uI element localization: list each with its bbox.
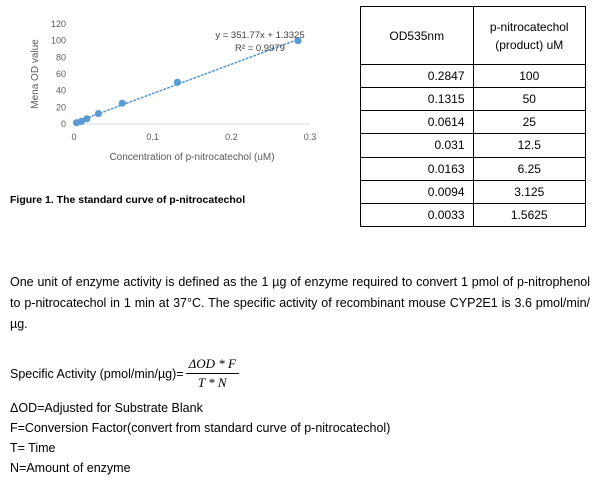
y-tick-label: 0 bbox=[60, 119, 66, 129]
product-cell: 3.125 bbox=[473, 180, 586, 203]
table-row bbox=[361, 134, 586, 157]
data-point bbox=[174, 79, 181, 86]
x-tick-label: 0.1 bbox=[146, 132, 159, 142]
table-row bbox=[361, 203, 586, 226]
y-tick-label: 100 bbox=[50, 35, 66, 46]
activity-definition-paragraph: One unit of enzyme activity is defined as the 1 µg of enzyme required to convert 1 pmol of p-nitrophenol to p-nitrocatechol in 1 min at 37°C. The specific activity of recombinant mouse CYP2E1 is 3.6 pmol/min/µg. bbox=[10, 275, 590, 331]
specific-activity-formula bbox=[10, 356, 239, 391]
product-cell: 1.5625 bbox=[473, 203, 586, 226]
od-cell: 0.0614 bbox=[361, 111, 474, 134]
definition-t: T= Time bbox=[10, 441, 56, 455]
x-tick-label: 0 bbox=[71, 132, 77, 142]
x-axis-label: Concentration of p-nitrocatechol (uM) bbox=[109, 152, 275, 163]
x-tick-label: 0.3 bbox=[303, 132, 317, 142]
figure-caption: Figure 1. The standard curve of p-nitrocatechol bbox=[10, 194, 246, 206]
table-row bbox=[361, 180, 586, 203]
standard-curve-chart bbox=[22, 10, 340, 180]
od-cell: 0.0163 bbox=[361, 157, 474, 180]
product-cell: 25 bbox=[473, 111, 586, 134]
product-cell: 6.25 bbox=[473, 157, 586, 180]
od-cell: 0.2847 bbox=[361, 65, 474, 88]
y-tick-label: 40 bbox=[55, 85, 66, 96]
r-squared-label: R² = 0.9979 bbox=[235, 43, 285, 54]
od-cell: 0.0033 bbox=[361, 203, 474, 226]
formula-label: Specific Activity (pmol/min/µg)= bbox=[10, 366, 184, 381]
od-cell: 0.0094 bbox=[361, 180, 474, 203]
trendline-equation: y = 351.77x + 1.3325 bbox=[215, 30, 305, 41]
y-tick-label: 60 bbox=[55, 69, 66, 79]
data-point bbox=[95, 110, 102, 117]
data-point bbox=[119, 100, 126, 107]
data-table bbox=[360, 6, 586, 227]
y-tick-label: 120 bbox=[50, 19, 66, 29]
table-header-row bbox=[361, 7, 586, 65]
product-cell: 12.5 bbox=[473, 134, 586, 157]
formula-denominator: T * N bbox=[197, 375, 227, 390]
x-tick-label: 0.2 bbox=[225, 132, 238, 142]
variable-definitions bbox=[10, 398, 390, 478]
table-row bbox=[361, 88, 586, 111]
chart-canvas bbox=[22, 10, 340, 180]
od-cell: 0.031 bbox=[361, 134, 474, 157]
product-cell: 100 bbox=[473, 65, 586, 88]
data-point bbox=[73, 119, 80, 126]
definition-delta-od: ΔOD=Adjusted for Substrate Blank bbox=[10, 401, 203, 415]
definition-f: F=Conversion Factor(convert from standard curve of p-nitrocatechol) bbox=[10, 421, 391, 435]
y-axis-label: Mena OD value bbox=[30, 39, 41, 109]
definition-n: N=Amount of enzyme bbox=[10, 461, 131, 475]
y-tick-label: 20 bbox=[55, 102, 66, 113]
product-cell: 50 bbox=[473, 88, 586, 111]
formula-fraction bbox=[186, 356, 239, 391]
od-cell: 0.1315 bbox=[361, 88, 474, 111]
table-row bbox=[361, 111, 586, 134]
header-product: p-nitrocatechol (product) uM bbox=[473, 7, 586, 65]
header-od535: OD535nm bbox=[361, 7, 474, 65]
table-row bbox=[361, 157, 586, 180]
y-tick-label: 80 bbox=[55, 52, 66, 63]
formula-numerator: ΔOD * F bbox=[186, 356, 239, 374]
table-row bbox=[361, 65, 586, 88]
